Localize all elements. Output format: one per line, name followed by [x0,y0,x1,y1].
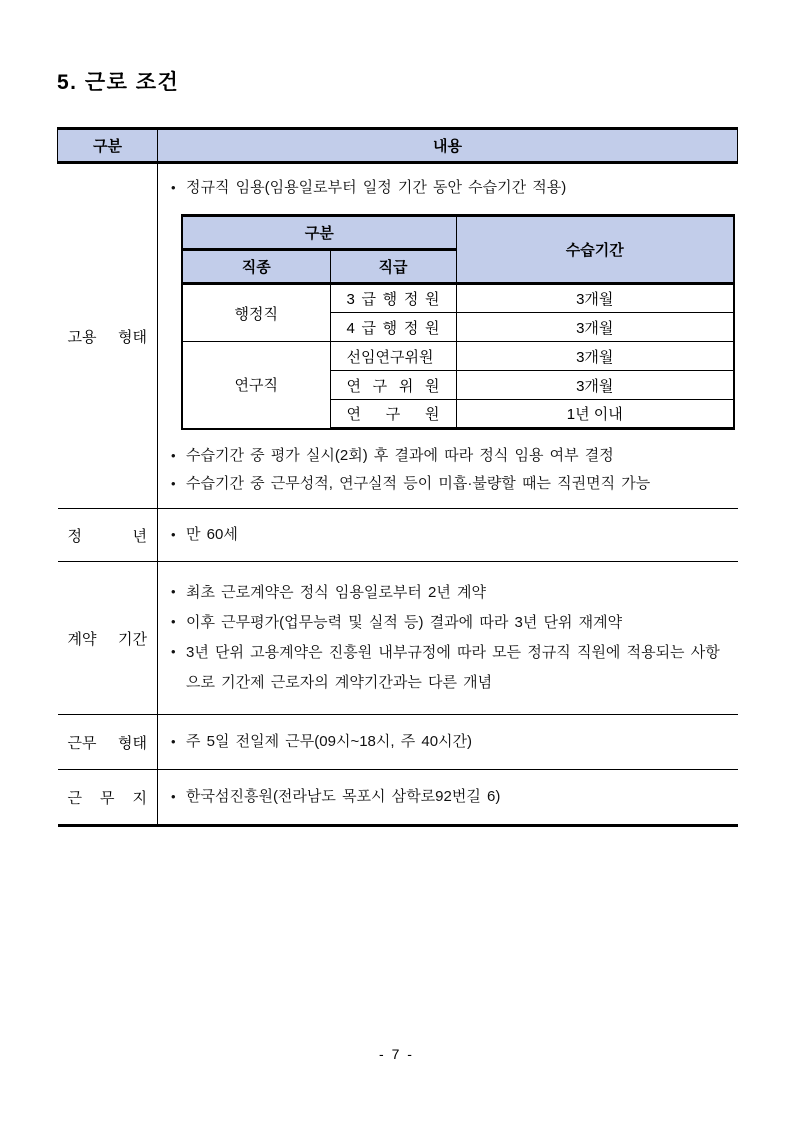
probation-header-period: 수습기간 [456,216,734,284]
work-type-label: 근무 형태 [58,715,158,770]
grade-cell: 4 급 행 정 원 [330,313,456,342]
probation-header-grade: 직급 [330,250,456,284]
note-bullet [171,442,730,470]
jobtype-research-cell: 연구직 [182,342,330,429]
grade-cell: 연 구 원 [330,400,456,429]
employment-type-content [158,163,738,509]
contract-text: • 3년 단위 고용계약은 진흥원 내부규정에 따라 모든 정규직 직원에 적용되는 사항으로 기간제 근로자의 계약기간과는 다른 개념 [186,644,720,691]
period-cell: 3개월 [456,342,734,371]
probation-header-group: 구분 [182,216,456,250]
probation-table-header [182,216,734,284]
period-cell: 1년 이내 [456,400,734,429]
work-type-content [158,715,738,770]
row-employment-type [58,163,738,509]
row-work-type [58,715,738,770]
contract-bullet [171,608,730,638]
row-contract-period [58,562,738,715]
work-place-text: • 한국섬진흥원(전라남도 목포시 삼학로92번길 6) [186,788,501,805]
page-number: - 7 - [379,1046,414,1062]
retirement-text: • 만 60세 [186,526,238,543]
grade-cell: 선임연구위원 [330,342,456,371]
contract-period-content [158,562,738,715]
contract-text: • 이후 근무평가(업무능력 및 실적 등) 결과에 따라 3년 단위 재계약 [186,614,623,631]
period-cell: 3개월 [456,371,734,400]
work-type-bullet [171,728,730,756]
jobtype-admin-cell: 행정직 [182,284,330,342]
note-bullet [171,470,730,498]
grade-cell: 연 구 위 원 [330,371,456,400]
probation-row [182,342,734,371]
contract-bullet [171,638,730,698]
row-work-place [58,770,738,826]
work-place-label: 근 무 지 [58,770,158,826]
row-retirement-age [58,509,738,562]
probation-period-table [181,214,735,430]
working-conditions-table [57,127,738,827]
table-header [58,129,738,163]
contract-period-label: 계약 기간 [58,562,158,715]
header-content: 내용 [158,129,738,163]
work-place-content [158,770,738,826]
probation-row [182,284,734,313]
work-place-bullet [171,783,730,811]
employment-type-label: 고용 형태 [58,163,158,509]
grade-cell: 3 급 행 정 원 [330,284,456,313]
employment-intro-text: • 정규직 임용(임용일로부터 일정 기간 동안 수습기간 적용) [186,179,567,196]
note-text: • 수습기간 중 근무성적, 연구실적 등이 미흡·불량할 때는 직권면직 가능 [186,475,651,492]
header-category: 구분 [58,129,158,163]
contract-text: • 최초 근로계약은 정식 임용일로부터 2년 계약 [186,584,487,601]
probation-header-jobtype: 직종 [182,250,330,284]
period-cell: 3개월 [456,284,734,313]
contract-bullet [171,578,730,608]
retirement-age-label: 정 년 [58,509,158,562]
work-type-text: • 주 5일 전일제 근무(09시~18시, 주 40시간) [186,733,473,750]
employment-intro-bullet [171,174,730,202]
retirement-bullet [171,521,730,549]
contract-list [171,578,730,698]
page-title: 5. 근로 조건 [57,71,180,94]
period-cell: 3개월 [456,313,734,342]
employment-notes [171,442,730,498]
retirement-age-content [158,509,738,562]
note-text: • 수습기간 중 평가 실시(2회) 후 결과에 따라 정식 임용 여부 결정 [186,447,614,464]
